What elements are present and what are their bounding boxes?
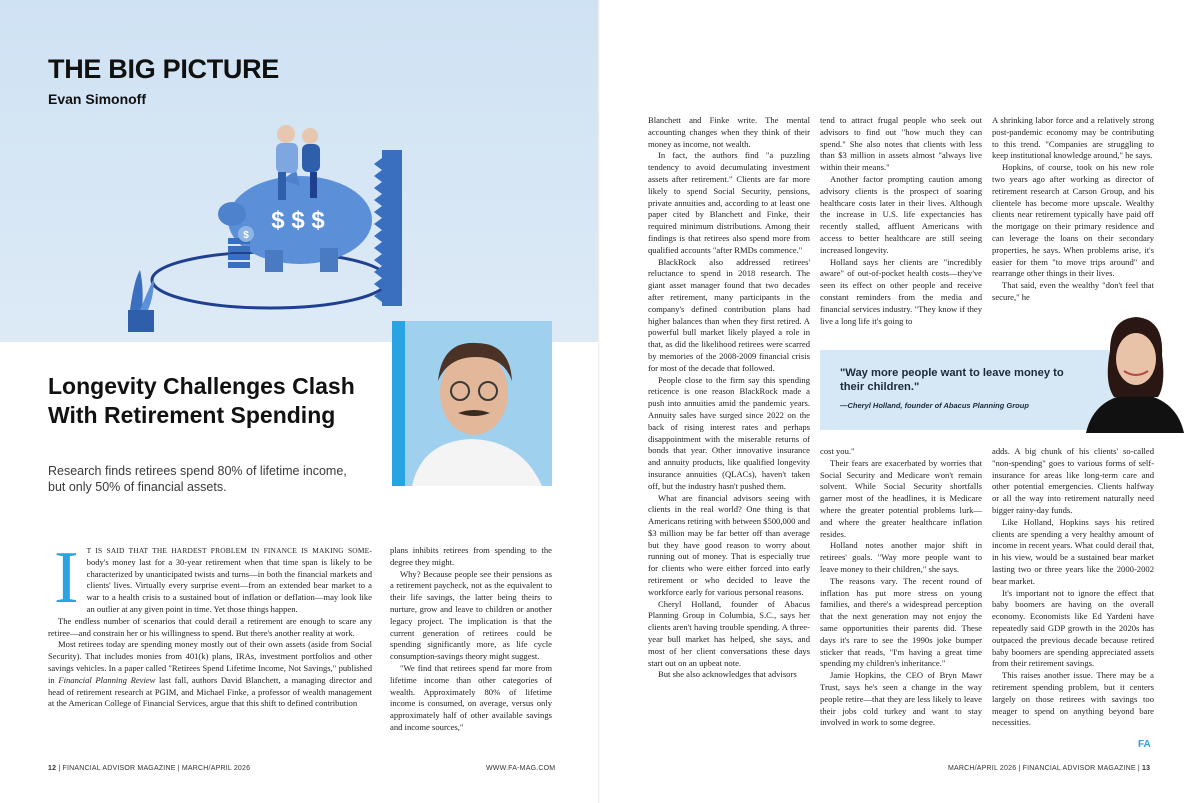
dropcap: I [54, 537, 79, 619]
pullquote-attribution: —Cheryl Holland, founder of Abacus Planning Group [840, 401, 1029, 410]
body-paragraph: last fall, authors David Blanchett, a managing director and head of retirement research at PGIM, and Michael Finke, a professor of wealth management at the American College of Financial Services, argue that this shift to defined contribution [48, 674, 372, 709]
column-tag: THE BIG PICTURE [48, 54, 280, 84]
body-paragraph: BlackRock also addressed retirees' reluctance to spend in 2018 research. The giant asset manager found that two decades after retirement, many participants in the company's defined contribution plans had higher balances than when they first retired. A powerful bull market likely played a role in that, as did the likelihood retirees were scarred by memories of the 2008-2009 financial crisis for most of the decade that followed. [648, 256, 810, 373]
body-column-2 [390, 545, 552, 734]
author-portrait [392, 321, 552, 486]
body-column-5-lower [992, 446, 1154, 729]
footer-magazine: FINANCIAL ADVISOR MAGAZINE [1022, 765, 1136, 772]
footer-url: WWW.FA-MAG.COM [486, 765, 556, 772]
body-paragraph: plans inhibits retirees from spending to the degree they might. [390, 545, 552, 567]
body-column-5 [992, 115, 1154, 304]
body-column-4 [820, 115, 982, 327]
byline-author: Evan Simonoff [48, 91, 147, 107]
body-paragraph: But she also acknowledges that advisors [658, 669, 797, 680]
body-column-3 [648, 115, 810, 681]
body-paragraph: Holland says her clients are "incredibly aware" of out-of-pocket health costs—they've seen its effect on other people and receive constant reminders from the media and financial services industry. "They know if they live a long life it's going to [820, 256, 982, 326]
body-paragraph: This raises another issue. There may be a retirement spending problem, but it centers largely on those retirees with savings too meager to spend on anything beyond bare necessities. [992, 670, 1154, 728]
body-column-1 [48, 537, 372, 710]
body-paragraph: Holland notes another major shift in retirees' goals. "Way more people want to leave money to their children," she says. [820, 540, 982, 574]
coin-dollar-icon: $ [243, 230, 249, 241]
dollar-signs: $ $ $ [271, 207, 325, 234]
pullquote-text: "Way more people want to leave money to their children." [840, 367, 1064, 393]
article-headline: Longevity Challenges Clash With Retirement Spending [48, 373, 355, 428]
article-dek: Research finds retirees spend 80% of lifetime income, but only 50% of financial assets. [48, 464, 347, 494]
body-paragraph: body's money last for a 30-year retirement when that time span is likely to be characterized by unanticipated twists and turns—in both the financial markets and clients' lives. Virtually every surprise event—from an extended bear market to a war to a health crisis to a sustained bout of inflation or deflation—may look like an outlier at any given point in time. Yet those things happen. [86, 556, 372, 614]
body-paragraph: Like Holland, Hopkins says his retired clients are spending a very healthy amount of income in recent years. What could derail that, in his view, would be a sustained bear market lasting two or three years like the 2000-2002 bear market. [992, 516, 1154, 586]
body-paragraph: What are financial advisors seeing with clients in the real world? One thing is that Americans retiring with between $500,000 and $3 million may be far better off than average but they have good reason to worry about running out of money. That is especially true for clients who were either forced into early retirement or who decided to leave the workforce early for various personal reasons. [648, 492, 810, 597]
body-paragraph: A shrinking labor force and a relatively strong post-pandemic economy may be contributing to this trend. "Companies are struggling to keep institutional knowledge around," he says. [992, 115, 1154, 161]
footer-issue: MARCH/APRIL 2026 [181, 765, 251, 772]
body-column-4-lower [820, 446, 982, 729]
body-paragraph: It's important not to ignore the effect that baby boomers are having on the overall economy. Economists like Ed Yardeni have repeatedly said GDP growth in the 2020s has outpaced the previous decade because retired baby boomers are spending appreciated assets from their retirement savings. [992, 587, 1154, 669]
body-paragraph: Blanchett and Finke write. The mental accounting changes when they think of their money as income, not wealth. [648, 115, 810, 149]
page-number: 12 [48, 765, 57, 772]
body-paragraph: People close to the firm say this spending reticence is one reason BlackRock made a push into annuities amid the pandemic years. Annuity sales have surged since 2022 on the back of rising interest rates and perhaps disappointment with the miserable returns of bonds that year. Other innovative insurance and annuity products, like qualified longevity insurance annuities (QLACs), haven't taken off, but the industry hasn't pushed them. [648, 374, 810, 491]
piggy-bank-illustration [120, 110, 440, 340]
end-mark-logo: FA [1138, 739, 1151, 750]
body-paragraph: Jamie Hopkins, the CEO of Bryn Mawr Trust, says he's seen a change in the way people retire—that they are less likely to leave their jobs cold turkey and want to stay involved in work to some degree. [820, 670, 982, 728]
body-paragraph: The reasons vary. The recent round of inflation has put more stress on young families, and there's a widespread perception that the next generation may not enjoy the same opportunities their parents did. These days it's rare to see the 1990s joke bumper sticker that reads, "I'm having a great time spending my children's inheritance." [820, 575, 982, 669]
saw-icon [374, 150, 402, 306]
body-paragraph: That said, even the wealthy "don't feel that secure," he [992, 280, 1154, 302]
publication-title: Financial Planning Review [58, 674, 156, 685]
body-paragraph: The endless number of scenarios that could derail a retirement are enough to scare any retiree—and constrain her or his willingness to spend. But there's another reality at work. [48, 615, 372, 638]
footer-left: 12 | FINANCIAL ADVISOR MAGAZINE | MARCH/APRIL 2026 [48, 765, 251, 772]
body-paragraph: In fact, the authors find "a puzzling tendency to avoid decumulating investment assets after retirement." Clients are far more likely to spend Social Security, pensions, private annuities and, according to at least one paper cited by Blanchett and Finke, their required minimum distributions. Among their findings is that retirees also spend more from qualified accounts "after RMDs commence." [648, 150, 810, 255]
body-paragraph: adds. A big chunk of his clients' so-called "non-spending" goes to various forms of self-insurance for areas like long-term care and other potential emergencies. Clients halfway or all the way into retirement naturally need bigger rainy-day funds. [992, 446, 1154, 515]
holland-portrait [1080, 305, 1190, 433]
lead-smallcaps: T IS SAID THAT THE HARDEST PROBLEM IN FINANCE IS MAKING SOME- [86, 546, 372, 555]
body-paragraph: Their fears are exacerbated by worries that Social Security and Medicare won't remain solvent. While Social Security shortfalls garner most of the headlines, it is Medicare where the greater potential problems lurk—and where the greater healthcare inflation resides. [820, 457, 982, 539]
author-photo [392, 321, 552, 486]
photo-accent-bar [392, 321, 405, 486]
footer-magazine: FINANCIAL ADVISOR MAGAZINE [62, 765, 176, 772]
body-paragraph: Why? Because people see their pensions as a retirement paycheck, not as the equivalent to their life savings, the latter being theirs to nurture, grow and leave to children or another legacy project. The implication is that the current generation of retirees could be spending significantly more, as life cycle consumption-savings theory might suggest. [390, 568, 552, 662]
body-paragraph: "We find that retirees spend far more from lifetime income than other categories of wealth. Approximately 80% of lifetime income is consumed, on average, versus only approximately half of other available savings and income sources," [390, 662, 552, 732]
body-paragraph: Another factor prompting caution among advisory clients is the prospect of soaring healthcare costs later in their lives. Although the increase in U.S. life expectancies has recently stalled, affluent Americans with access to better healthcare are still seeing increased longevity. [820, 173, 982, 255]
potted-plant-icon [128, 270, 154, 332]
footer-issue: MARCH/APRIL 2026 [948, 765, 1017, 772]
body-paragraph: Cheryl Holland, founder of Abacus Planning Group in Columbia, S.C., says her clients aren't having trouble spending. A three-year bull market has helped, she says, and most of her client conversations these days start out on an upbeat note. [648, 598, 810, 668]
body-paragraph: Most retirees today are spending money mostly out of their own assets (aside from Social Security). That includes monies from 401(k) plans, IRAs, investment portfolios and other savings vehicles. In a paper called "Retirees Spend Lifetime Income, Not Savings," published in [48, 639, 372, 685]
page-number: 13 [1142, 765, 1151, 772]
body-paragraph: cost you." [820, 446, 855, 456]
body-paragraph: tend to attract frugal people who seek out advisors to find out "how much they can spend." She also notes that clients with less than $3 million in assets almost "always live within their means." [820, 115, 982, 173]
body-paragraph: Hopkins, of course, took on his new role two years ago after working as director of retirement research at Carson Group, and his clientele has become more upscale. Wealthy clients near retirement typically have paid off the mortgage on their primary residence and can leverage the loans on their secondary properties, he says. When problems arise, it's easier for them "to move trips around" and rearrange other things in their lives. [992, 162, 1154, 279]
footer-right: MARCH/APRIL 2026 | FINANCIAL ADVISOR MAGAZINE | 13 [948, 765, 1151, 772]
